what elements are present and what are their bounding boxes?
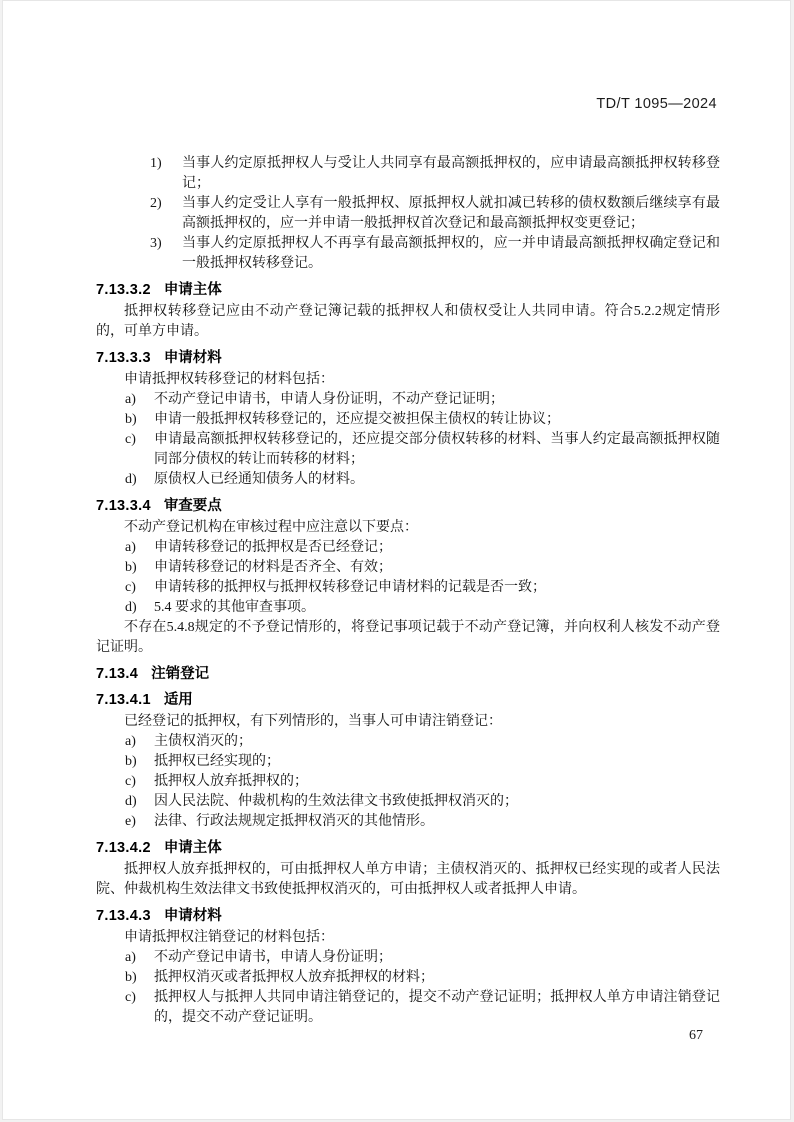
section-7-13-3-3	[96, 348, 720, 490]
section-title: 申请材料	[163, 350, 222, 366]
list-item	[96, 948, 720, 968]
item-label: b)	[125, 412, 137, 427]
section-number: 7.13.4	[96, 666, 139, 682]
item-label: a)	[125, 950, 136, 965]
section-title: 申请主体	[163, 840, 222, 856]
item-text: 当事人约定原抵押权人与受让人共同享有最高额抵押权的，应申请最高额抵押权转移登记；	[182, 156, 720, 191]
list-item	[96, 194, 720, 234]
section-7-13-4-3	[96, 906, 720, 1028]
item-label: c)	[125, 432, 136, 447]
item-text: 当事人约定受让人享有一般抵押权、原抵押权人就扣减已转移的债权数额后继续享有最高额抵押权的，应一并申请一般抵押权首次登记和最高额抵押权变更登记；	[182, 196, 720, 231]
list-item	[96, 558, 720, 578]
list-item	[96, 154, 720, 194]
doc-code: TD/T 1095—2024	[596, 96, 717, 112]
section-number: 7.13.4.1	[96, 692, 151, 708]
section-heading	[96, 280, 720, 300]
section-heading	[96, 838, 720, 858]
item-text: 抵押权人放弃抵押权的；	[154, 774, 308, 789]
paragraph: 不存在5.4.8规定的不予登记情形的，将登记事项记载于不动产登记簿，并向权利人核发不动产登记证明。	[96, 620, 720, 655]
list-item	[96, 812, 720, 832]
paragraph: 抵押权人放弃抵押权的，可由抵押权人单方申请；主债权消灭的、抵押权已经实现的或者人民法院、仲裁机构生效法律文书致使抵押权消灭的，可由抵押权人或者抵押人申请。	[96, 862, 720, 897]
item-text: 抵押权已经实现的；	[154, 754, 280, 769]
section-heading	[96, 664, 720, 684]
item-label: b)	[125, 970, 137, 985]
list-item	[96, 988, 720, 1028]
section-number: 7.13.4.3	[96, 908, 151, 924]
list-intro: 已经登记的抵押权，有下列情形的，当事人可申请注销登记：	[124, 714, 502, 729]
section-heading	[96, 348, 720, 368]
item-text: 申请转移登记的抵押权是否已经登记；	[154, 540, 392, 555]
continuation-list	[96, 154, 720, 274]
page-content	[96, 154, 720, 1028]
section-number: 7.13.4.2	[96, 840, 151, 856]
section-7-13-4	[96, 664, 720, 684]
item-label: d)	[125, 794, 137, 809]
list-item	[96, 470, 720, 490]
item-label: b)	[125, 754, 137, 769]
section-heading	[96, 690, 720, 710]
list-item	[96, 968, 720, 988]
section-number: 7.13.3.3	[96, 350, 151, 366]
list-item	[96, 772, 720, 792]
section-title: 适用	[163, 692, 193, 708]
section-title: 申请主体	[163, 282, 222, 298]
item-text: 因人民法院、仲裁机构的生效法律文书致使抵押权消灭的；	[154, 794, 518, 809]
document-page	[2, 0, 791, 1120]
list-item	[96, 390, 720, 410]
item-label: 1)	[150, 156, 162, 171]
item-text: 不动产登记申请书，申请人身份证明；	[154, 950, 392, 965]
item-text: 抵押权人与抵押人共同申请注销登记的，提交不动产登记证明；抵押权人单方申请注销登记的，提交不动产登记证明。	[154, 990, 720, 1025]
item-label: c)	[125, 990, 136, 1005]
section-title: 注销登记	[151, 666, 210, 682]
page-number: 67	[689, 1028, 703, 1043]
item-text: 主债权消灭的；	[154, 734, 252, 749]
item-text: 法律、行政法规规定抵押权消灭的其他情形。	[154, 814, 434, 829]
item-text: 申请最高额抵押权转移登记的，还应提交部分债权转移的材料、当事人约定最高额抵押权随同部分债权的转让而转移的材料；	[154, 432, 720, 467]
list-item	[96, 234, 720, 274]
section-title: 审查要点	[163, 498, 222, 514]
item-label: c)	[125, 774, 136, 789]
item-text: 原债权人已经通知债务人的材料。	[154, 472, 364, 487]
section-heading	[96, 906, 720, 926]
item-text: 申请转移的抵押权与抵押权转移登记申请材料的记载是否一致；	[154, 580, 546, 595]
item-text: 抵押权消灭或者抵押权人放弃抵押权的材料；	[154, 970, 434, 985]
section-7-13-3-2	[96, 280, 720, 342]
section-7-13-4-1	[96, 690, 720, 832]
list-item	[96, 732, 720, 752]
item-text: 当事人约定原抵押权人不再享有最高额抵押权的，应一并申请最高额抵押权确定登记和一般抵押权转移登记。	[182, 236, 720, 271]
item-label: a)	[125, 392, 136, 407]
item-text: 5.4 要求的其他审查事项。	[154, 600, 315, 615]
item-label: b)	[125, 560, 137, 575]
item-label: a)	[125, 734, 136, 749]
paragraph: 抵押权转移登记应由不动产登记簿记载的抵押权人和债权受让人共同申请。符合5.2.2规定情形的，可单方申请。	[96, 304, 720, 339]
item-label: d)	[125, 600, 137, 615]
list-item	[96, 598, 720, 618]
section-heading	[96, 496, 720, 516]
item-text: 不动产登记申请书，申请人身份证明，不动产登记证明；	[154, 392, 504, 407]
item-label: c)	[125, 580, 136, 595]
list-intro: 申请抵押权转移登记的材料包括：	[124, 372, 334, 387]
section-7-13-3-4	[96, 496, 720, 658]
list-item	[96, 752, 720, 772]
list-item	[96, 410, 720, 430]
section-title: 申请材料	[163, 908, 222, 924]
section-number: 7.13.3.2	[96, 282, 151, 298]
item-label: d)	[125, 472, 137, 487]
item-label: e)	[125, 814, 136, 829]
list-item	[96, 538, 720, 558]
item-label: 2)	[150, 196, 162, 211]
section-number: 7.13.3.4	[96, 498, 151, 514]
list-item	[96, 792, 720, 812]
item-label: a)	[125, 540, 136, 555]
list-item	[96, 578, 720, 598]
section-7-13-4-2	[96, 838, 720, 900]
item-text: 申请转移登记的材料是否齐全、有效；	[154, 560, 392, 575]
list-item	[96, 430, 720, 470]
item-label: 3)	[150, 236, 162, 251]
list-intro: 申请抵押权注销登记的材料包括：	[124, 930, 334, 945]
item-text: 申请一般抵押权转移登记的，还应提交被担保主债权的转让协议；	[154, 412, 560, 427]
list-intro: 不动产登记机构在审核过程中应注意以下要点：	[124, 520, 418, 535]
